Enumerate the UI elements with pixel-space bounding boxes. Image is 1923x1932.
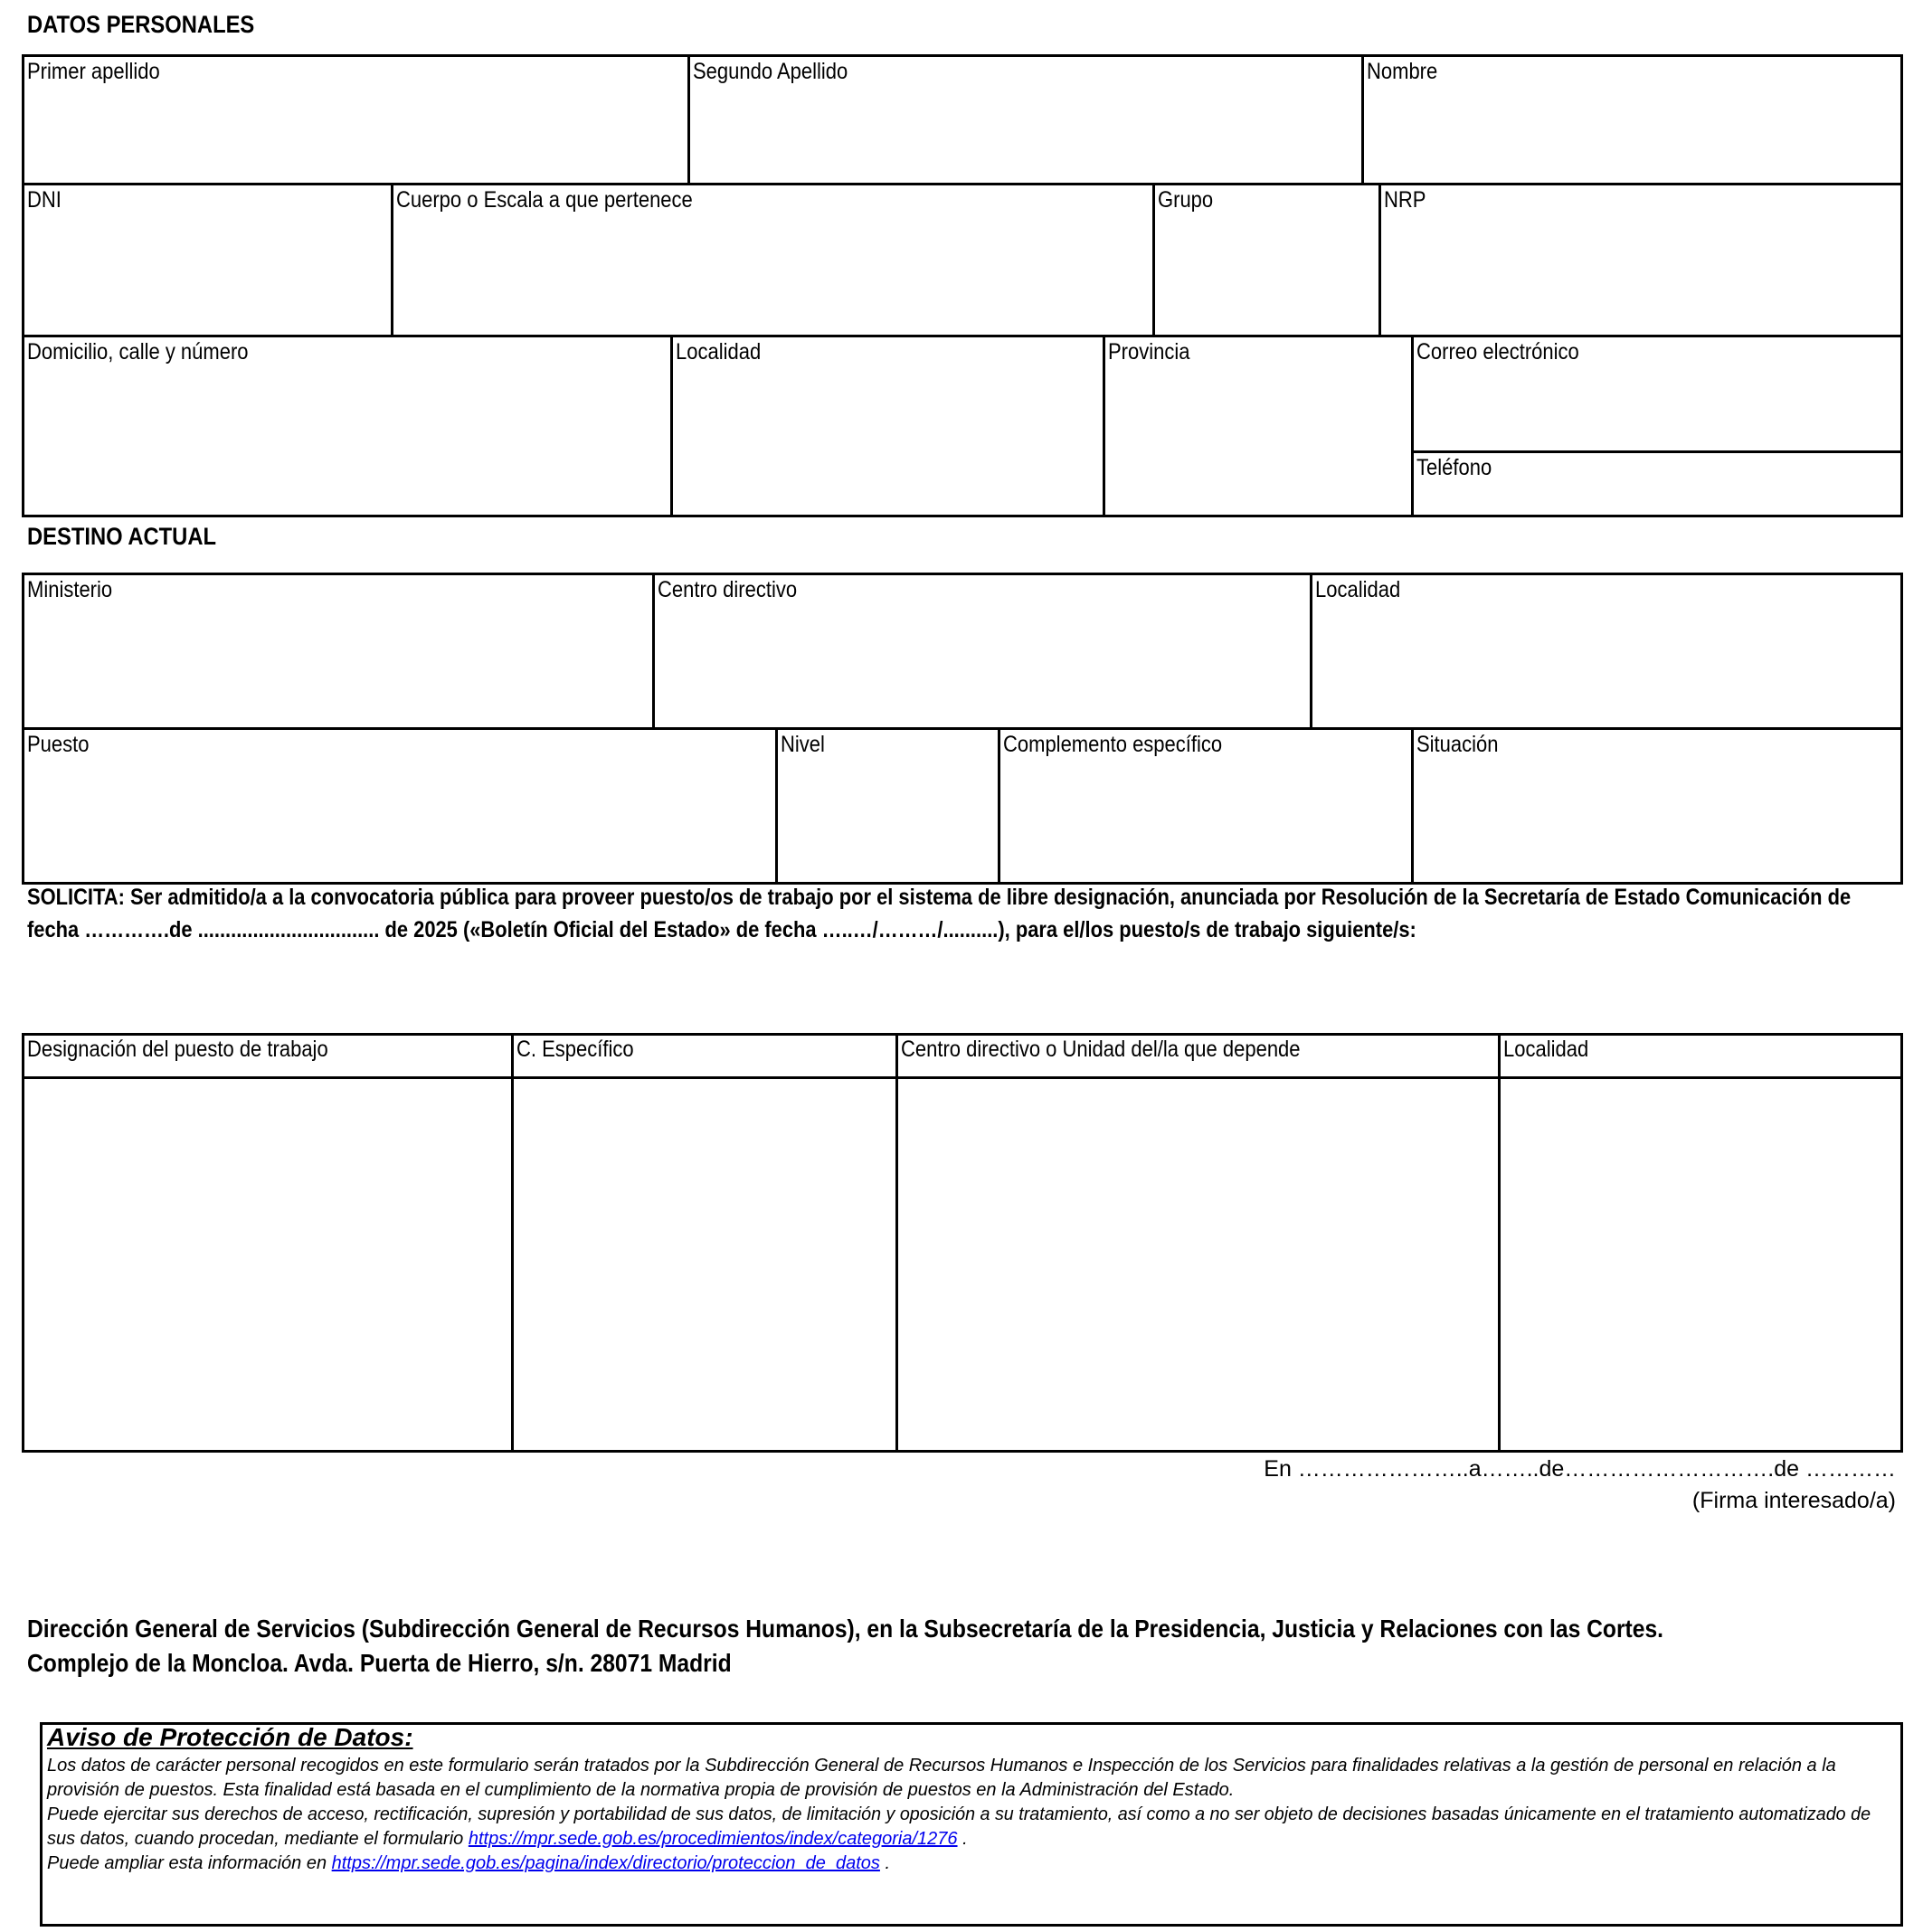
ministerio-label: Ministerio — [27, 577, 113, 602]
centro-unidad-input-cell[interactable] — [898, 1079, 1498, 1450]
destino-localidad-label: Localidad — [1315, 577, 1401, 602]
aviso-paragraph-5 — [47, 1853, 890, 1874]
aviso-paragraph-3: Puede ejercitar sus derechos de acceso, rectificación, supresión y portabilidad de sus datos, de limitación y oposición a su tratamiento, así como a no ser objeto de decisiones basadas únicamente en el tratamiento automatizado de — [47, 1804, 1871, 1824]
aviso-title: Aviso de Protección de Datos: — [47, 1723, 413, 1751]
c-especifico-input-cell[interactable] — [514, 1079, 895, 1450]
solicita-line-2: fecha ………….de ................................. de 2025 («Boletín Oficial del Estado» de fecha …..…/………/..........), para el/los puesto/s de trabajo siguiente/s: — [27, 917, 1416, 942]
aviso-paragraph-1: Los datos de carácter personal recogidos en este formulario serán tratados por la Subdirección General de Recursos Humanos e Inspección de los Servicios para finalidades relativas a la gestión de personal en relación a la — [47, 1756, 1836, 1776]
column-header-centro-unidad: Centro directivo o Unidad del/la que depende — [901, 1037, 1301, 1062]
direccion-line-1: Dirección General de Servicios (Subdirección General de Recursos Humanos), en la Subsecretaría de la Presidencia, Justicia y Relaciones con las Cortes. — [27, 1615, 1664, 1643]
segundo-apellido-field[interactable] — [690, 57, 1361, 183]
aviso-paragraph-4-end: . — [957, 1829, 968, 1849]
puesto-field[interactable] — [24, 730, 775, 882]
firma-label: (Firma interesado/a) — [1691, 1488, 1896, 1513]
primer-apellido-label: Primer apellido — [27, 59, 160, 84]
column-header-localidad: Localidad — [1503, 1037, 1589, 1062]
aviso-paragraph-2: provisión de puestos. Esta finalidad está basada en el cumplimiento de la normativa propia de provisión de puestos en la Administración del Estado. — [47, 1780, 1235, 1800]
grupo-label: Grupo — [1158, 187, 1214, 213]
domicilio-field[interactable] — [24, 337, 670, 515]
complemento-label: Complemento específico — [1003, 732, 1223, 757]
telefono-label: Teléfono — [1416, 455, 1492, 480]
nivel-label: Nivel — [781, 732, 825, 757]
nivel-field[interactable] — [778, 730, 998, 882]
centro-directivo-label: Centro directivo — [658, 577, 798, 602]
nombre-label: Nombre — [1367, 59, 1438, 84]
cuerpo-escala-label: Cuerpo o Escala a que pertenece — [396, 187, 693, 213]
formulario-link[interactable]: https://mpr.sede.gob.es/procedimientos/index/categoria/1276 — [468, 1829, 958, 1849]
localidad-input-cell[interactable] — [1501, 1079, 1900, 1450]
ministerio-field[interactable] — [24, 575, 652, 727]
segundo-apellido-label: Segundo Apellido — [693, 59, 848, 84]
primer-apellido-field[interactable] — [24, 57, 687, 183]
nombre-field[interactable] — [1364, 57, 1900, 183]
lugar-fecha-line: En …………………..a……..de……………………….de ………… — [1264, 1456, 1896, 1482]
solicita-line-1: SOLICITA: Ser admitido/a a la convocatoria pública para proveer puesto/os de trabajo por el sistema de libre designación, anunciada por Resolución de la Secretaría de Estado Comunicación de — [27, 885, 1852, 910]
nrp-field[interactable] — [1381, 185, 1900, 335]
provincia-field[interactable] — [1105, 337, 1411, 515]
aviso-paragraph-5-end: . — [879, 1853, 891, 1873]
aviso-paragraph-4 — [47, 1829, 968, 1850]
telefono-field[interactable] — [1414, 453, 1900, 515]
aviso-paragraph-4-text: sus datos, cuando procedan, mediante el formulario — [47, 1829, 469, 1849]
column-header-designacion: Designación del puesto de trabajo — [27, 1037, 328, 1062]
situacion-label: Situación — [1416, 732, 1499, 757]
direccion-line-2: Complejo de la Moncloa. Avda. Puerta de Hierro, s/n. 28071 Madrid — [27, 1649, 732, 1677]
section-heading-destino-actual: DESTINO ACTUAL — [27, 523, 216, 550]
section-heading-datos-personales: DATOS PERSONALES — [27, 11, 255, 38]
correo-field[interactable] — [1414, 337, 1900, 450]
cuerpo-escala-field[interactable] — [393, 185, 1152, 335]
situacion-field[interactable] — [1414, 730, 1900, 882]
aviso-paragraph-5-text: Puede ampliar esta información en — [47, 1853, 332, 1873]
dni-label: DNI — [27, 187, 62, 213]
proteccion-datos-link[interactable]: https://mpr.sede.gob.es/pagina/index/directorio/proteccion_de_datos — [331, 1853, 880, 1873]
grupo-field[interactable] — [1155, 185, 1378, 335]
destino-localidad-field[interactable] — [1312, 575, 1900, 727]
localidad-label: Localidad — [676, 339, 762, 365]
nrp-label: NRP — [1384, 187, 1426, 213]
domicilio-label: Domicilio, calle y número — [27, 339, 249, 365]
localidad-field[interactable] — [673, 337, 1103, 515]
dni-field[interactable] — [24, 185, 391, 335]
column-header-c-especifico: C. Específico — [516, 1037, 634, 1062]
centro-directivo-field[interactable] — [655, 575, 1310, 727]
puesto-label: Puesto — [27, 732, 90, 757]
complemento-field[interactable] — [1000, 730, 1411, 882]
provincia-label: Provincia — [1108, 339, 1190, 365]
designacion-input-cell[interactable] — [24, 1079, 511, 1450]
correo-label: Correo electrónico — [1416, 339, 1579, 365]
